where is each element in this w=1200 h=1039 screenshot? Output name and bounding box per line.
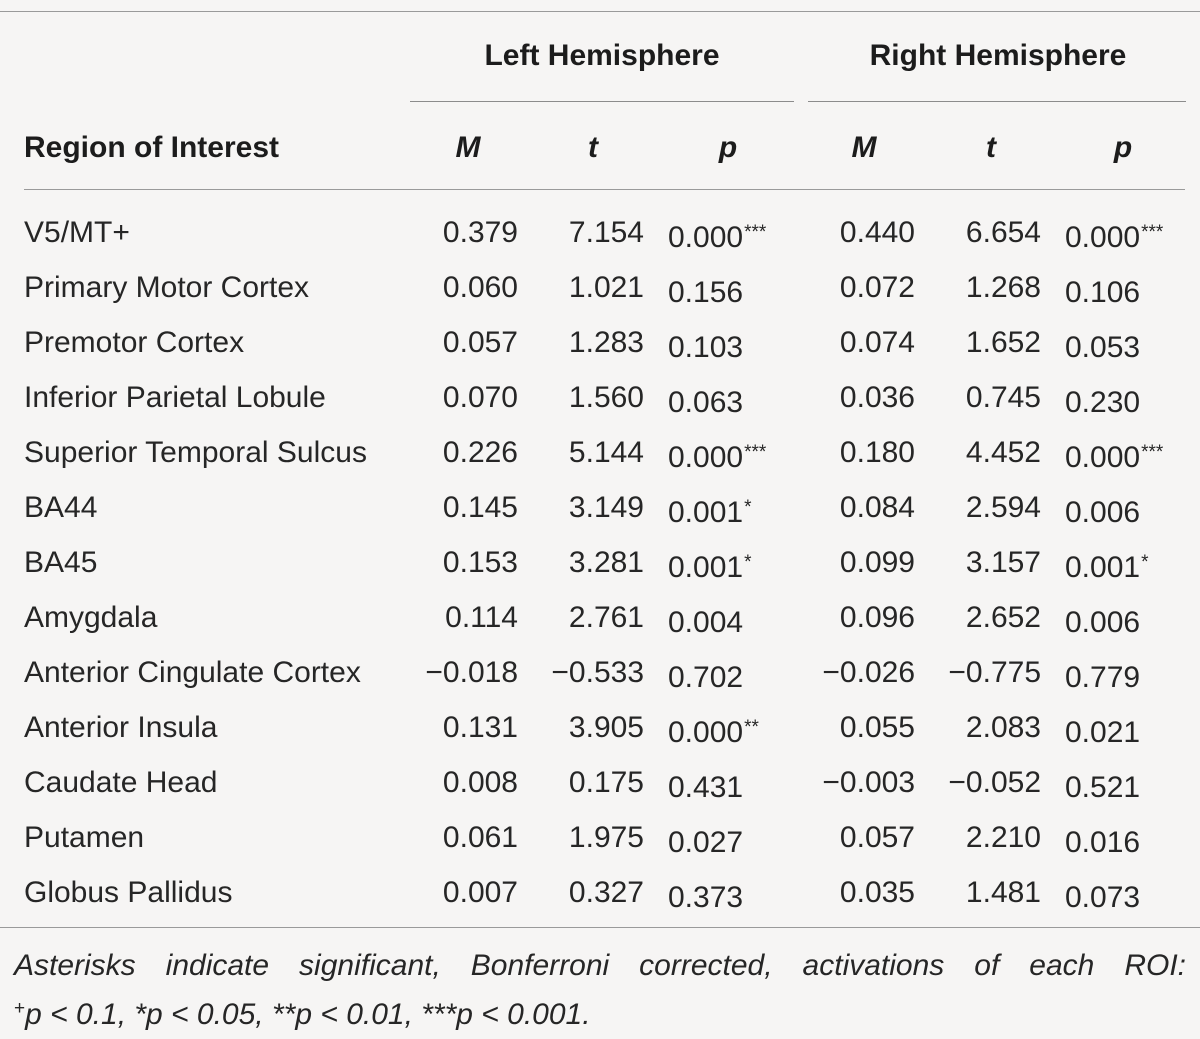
left-p-value-value: 0.000 — [668, 441, 744, 474]
right-p-value-value: 0.521 — [1065, 771, 1141, 804]
left-t-value — [520, 480, 644, 535]
left-m-value — [380, 535, 518, 590]
roi-name-value: Caudate Head — [24, 766, 218, 799]
table-row — [0, 865, 1200, 920]
right-t-value-value: 2.594 — [965, 491, 1041, 524]
right-t-value-value: 1.481 — [965, 876, 1041, 909]
left-t-value — [520, 425, 644, 480]
right-m-value — [780, 865, 915, 920]
table-row — [0, 755, 1200, 810]
roi-name — [24, 425, 367, 480]
significance-marker: ** — [744, 717, 759, 738]
left-m-value — [380, 205, 518, 260]
right-m-value-value: 0.072 — [839, 271, 915, 304]
left-t-value — [520, 645, 644, 700]
left-t-value-value: 1.975 — [568, 821, 644, 854]
left-m-value-value: −0.018 — [425, 656, 518, 689]
left-m-value-value: 0.145 — [442, 491, 518, 524]
right-m-value-value: 0.055 — [839, 711, 915, 744]
table-row — [0, 810, 1200, 865]
roi-name-value: BA44 — [24, 491, 98, 524]
right-p-value — [1065, 205, 1163, 260]
table-row — [0, 700, 1200, 755]
left-m-value — [380, 370, 518, 425]
right-p-value-value: 0.230 — [1065, 386, 1141, 419]
right-t-value — [920, 590, 1041, 645]
bottom-rule — [0, 927, 1200, 928]
left-t-value-value: 5.144 — [568, 436, 644, 469]
left-p-value — [668, 205, 766, 260]
roi-name-value: Anterior Insula — [24, 711, 218, 744]
right-p-value — [1065, 700, 1141, 755]
right-p-value — [1065, 535, 1148, 590]
left-m-value — [380, 480, 518, 535]
right-t-value-value: 2.083 — [965, 711, 1041, 744]
left-p-value — [668, 865, 744, 920]
right-t-value — [920, 425, 1041, 480]
roi-name-value: Primary Motor Cortex — [24, 271, 310, 304]
footnote-plus-sign: + — [14, 998, 26, 1019]
right-m-value — [780, 370, 915, 425]
right-m-value-value: 0.036 — [839, 381, 915, 414]
left-t-value — [520, 370, 644, 425]
right-t-value — [920, 315, 1041, 370]
left-m-value — [380, 645, 518, 700]
roi-name-value: Globus Pallidus — [24, 876, 233, 909]
left-m-value-value: 0.007 — [442, 876, 518, 909]
right-t-value — [920, 810, 1041, 865]
right-p-value — [1065, 260, 1141, 315]
right-p-value — [1065, 370, 1141, 425]
top-rule — [0, 11, 1200, 12]
left-t-value-value: 1.560 — [568, 381, 644, 414]
left-t-value-value: 1.283 — [568, 326, 644, 359]
left-p-value — [668, 370, 744, 425]
left-m-value-value: 0.153 — [442, 546, 518, 579]
left-m-value-value: 0.379 — [442, 216, 518, 249]
footnote-line-2 — [14, 987, 1186, 1036]
roi-name-value: Anterior Cingulate Cortex — [24, 656, 361, 689]
left-p-value — [668, 755, 744, 810]
right-p-value-value: 0.006 — [1065, 496, 1141, 529]
left-m-value — [380, 590, 518, 645]
right-m-value — [780, 645, 915, 700]
left-m-value — [380, 755, 518, 810]
left-p-value-value: 0.001 — [668, 551, 744, 584]
right-p-value — [1065, 865, 1141, 920]
left-m-header: M — [455, 131, 481, 164]
table-footnote — [14, 944, 1186, 1036]
right-m-value — [780, 590, 915, 645]
left-t-value-value: 3.281 — [568, 546, 644, 579]
left-p-value-value: 0.027 — [668, 826, 744, 859]
right-t-value-value: 0.745 — [965, 381, 1041, 414]
right-t-value — [920, 755, 1041, 810]
right-m-value-value: 0.084 — [839, 491, 915, 524]
right-m-value — [780, 260, 915, 315]
significance-marker: *** — [744, 222, 767, 243]
left-m-value — [380, 700, 518, 755]
right-p-value — [1065, 645, 1141, 700]
right-t-value-value: −0.052 — [948, 766, 1041, 799]
table-row — [0, 590, 1200, 645]
footnote-line-1: Asterisks indicate significant, Bonferroni corrected, activations of each ROI: — [14, 949, 1186, 982]
table-row — [0, 315, 1200, 370]
significance-marker: *** — [1141, 222, 1164, 243]
right-t-value-value: −0.775 — [948, 656, 1041, 689]
left-t-header: t — [588, 131, 598, 164]
right-m-value-value: 0.096 — [839, 601, 915, 634]
left-t-value-value: 7.154 — [568, 216, 644, 249]
right-t-value — [920, 535, 1041, 590]
left-m-value-value: 0.060 — [442, 271, 518, 304]
right-p-value-value: 0.016 — [1065, 826, 1141, 859]
roi-name — [24, 315, 244, 370]
left-t-value — [520, 865, 644, 920]
left-t-value-value: 3.149 — [568, 491, 644, 524]
left-p-value-value: 0.156 — [668, 276, 744, 309]
right-m-value — [780, 315, 915, 370]
left-t-value — [520, 700, 644, 755]
left-t-value — [520, 590, 644, 645]
left-m-value-value: 0.057 — [442, 326, 518, 359]
left-t-value-value: 0.327 — [568, 876, 644, 909]
right-p-value — [1065, 590, 1141, 645]
left-t-value-value: 1.021 — [568, 271, 644, 304]
roi-name — [24, 810, 144, 865]
left-p-value — [668, 810, 744, 865]
table-row — [0, 370, 1200, 425]
right-t-value — [920, 480, 1041, 535]
right-t-value — [920, 700, 1041, 755]
left-m-value-value: 0.008 — [442, 766, 518, 799]
left-p-value-value: 0.004 — [668, 606, 744, 639]
left-p-value — [668, 315, 744, 370]
table-row — [0, 260, 1200, 315]
right-t-value-value: 1.268 — [965, 271, 1041, 304]
right-m-value-value: −0.003 — [822, 766, 915, 799]
roi-name — [24, 590, 157, 645]
left-p-value-value: 0.000 — [668, 716, 744, 749]
right-t-value-value: 3.157 — [965, 546, 1041, 579]
right-m-value — [780, 810, 915, 865]
right-t-value-value: 6.654 — [965, 216, 1041, 249]
left-t-value — [520, 755, 644, 810]
left-p-value-value: 0.373 — [668, 881, 744, 914]
significance-marker: * — [744, 497, 752, 518]
right-m-value-value: 0.440 — [839, 216, 915, 249]
roi-name-value: Superior Temporal Sulcus — [24, 436, 367, 469]
right-m-value-value: −0.026 — [822, 656, 915, 689]
roi-name — [24, 535, 97, 590]
right-t-value — [920, 865, 1041, 920]
right-m-value-value: 0.074 — [839, 326, 915, 359]
left-p-value — [668, 645, 744, 700]
left-m-value-value: 0.131 — [442, 711, 518, 744]
right-t-value — [920, 645, 1041, 700]
table-row — [0, 205, 1200, 260]
right-t-value-value: 4.452 — [965, 436, 1041, 469]
left-m-value — [380, 260, 518, 315]
left-t-value — [520, 810, 644, 865]
left-t-value-value: 0.175 — [568, 766, 644, 799]
left-m-value-value: 0.226 — [442, 436, 518, 469]
roi-name — [24, 645, 361, 700]
left-m-value — [380, 425, 518, 480]
right-p-value-value: 0.006 — [1065, 606, 1141, 639]
significance-marker: *** — [1141, 442, 1164, 463]
left-p-value-value: 0.103 — [668, 331, 744, 364]
table-row — [0, 425, 1200, 480]
right-t-value — [920, 260, 1041, 315]
right-m-value-value: 0.057 — [839, 821, 915, 854]
right-t-value-value: 1.652 — [965, 326, 1041, 359]
right-m-value — [780, 535, 915, 590]
right-p-value-value: 0.073 — [1065, 881, 1141, 914]
left-p-value — [668, 425, 766, 480]
roi-name — [24, 260, 309, 315]
right-p-value — [1065, 810, 1141, 865]
left-t-value — [520, 260, 644, 315]
right-m-value-value: 0.035 — [839, 876, 915, 909]
right-p-value — [1065, 480, 1141, 535]
significance-marker: *** — [744, 442, 767, 463]
roi-name-value: V5/MT+ — [24, 216, 130, 249]
left-t-value-value: 3.905 — [568, 711, 644, 744]
roi-name-value: Putamen — [24, 821, 145, 854]
left-m-value — [380, 865, 518, 920]
right-t-value — [920, 205, 1041, 260]
left-m-value — [380, 315, 518, 370]
left-t-value-value: −0.533 — [551, 656, 644, 689]
right-m-value — [780, 480, 915, 535]
right-m-value — [780, 425, 915, 480]
right-hemisphere-header: Right Hemisphere — [869, 39, 1127, 72]
left-t-value — [520, 205, 644, 260]
roi-name — [24, 865, 232, 920]
left-p-value — [668, 590, 744, 645]
significance-marker: * — [744, 552, 752, 573]
right-m-value-value: 0.180 — [839, 436, 915, 469]
right-m-value — [780, 755, 915, 810]
left-p-header: p — [718, 131, 738, 164]
roi-name — [24, 700, 217, 755]
roi-name-value: BA45 — [24, 546, 98, 579]
right-p-value-value: 0.106 — [1065, 276, 1141, 309]
left-p-value-value: 0.702 — [668, 661, 744, 694]
footnote-thresholds: p < 0.1, *p < 0.05, **p < 0.01, ***p < 0.001. — [25, 998, 591, 1031]
left-group-rule — [410, 101, 794, 102]
left-m-value-value: 0.114 — [445, 601, 518, 634]
left-p-value — [668, 700, 759, 755]
table-row — [0, 480, 1200, 535]
right-m-value — [780, 700, 915, 755]
roi-name-value: Premotor Cortex — [24, 326, 245, 359]
left-t-value-value: 2.761 — [568, 601, 644, 634]
right-t-header: t — [986, 131, 996, 164]
right-p-value — [1065, 755, 1141, 810]
right-m-header: M — [851, 131, 877, 164]
left-p-value-value: 0.000 — [668, 221, 744, 254]
left-m-value-value: 0.070 — [442, 381, 518, 414]
right-p-value-value: 0.779 — [1065, 661, 1141, 694]
table-row — [0, 535, 1200, 590]
roi-name — [24, 205, 130, 260]
roi-column-header: Region of Interest — [24, 131, 280, 164]
right-m-value — [780, 205, 915, 260]
roi-name-value: Amygdala — [24, 601, 158, 634]
right-p-value-value: 0.053 — [1065, 331, 1141, 364]
left-p-value-value: 0.431 — [668, 771, 744, 804]
left-m-value — [380, 810, 518, 865]
left-t-value — [520, 315, 644, 370]
left-p-value-value: 0.063 — [668, 386, 744, 419]
left-t-value — [520, 535, 644, 590]
right-m-value-value: 0.099 — [839, 546, 915, 579]
right-t-value — [920, 370, 1041, 425]
right-p-value — [1065, 425, 1163, 480]
left-p-value-value: 0.001 — [668, 496, 744, 529]
table-row — [0, 645, 1200, 700]
right-p-value-value: 0.000 — [1065, 221, 1141, 254]
right-p-value-value: 0.001 — [1065, 551, 1141, 584]
header-rule — [24, 189, 1185, 190]
significance-marker: * — [1141, 552, 1149, 573]
roi-name — [24, 755, 217, 810]
roi-name-value: Inferior Parietal Lobule — [24, 381, 326, 414]
right-p-value — [1065, 315, 1141, 370]
right-p-header: p — [1113, 131, 1133, 164]
right-t-value-value: 2.210 — [965, 821, 1041, 854]
roi-name — [24, 370, 326, 425]
right-group-rule — [808, 101, 1186, 102]
right-t-value-value: 2.652 — [965, 601, 1041, 634]
right-p-value-value: 0.000 — [1065, 441, 1141, 474]
left-m-value-value: 0.061 — [442, 821, 518, 854]
roi-name — [24, 480, 97, 535]
left-p-value — [668, 535, 751, 590]
left-hemisphere-header: Left Hemisphere — [484, 39, 720, 72]
right-p-value-value: 0.021 — [1065, 716, 1141, 749]
left-p-value — [668, 480, 751, 535]
left-p-value — [668, 260, 744, 315]
